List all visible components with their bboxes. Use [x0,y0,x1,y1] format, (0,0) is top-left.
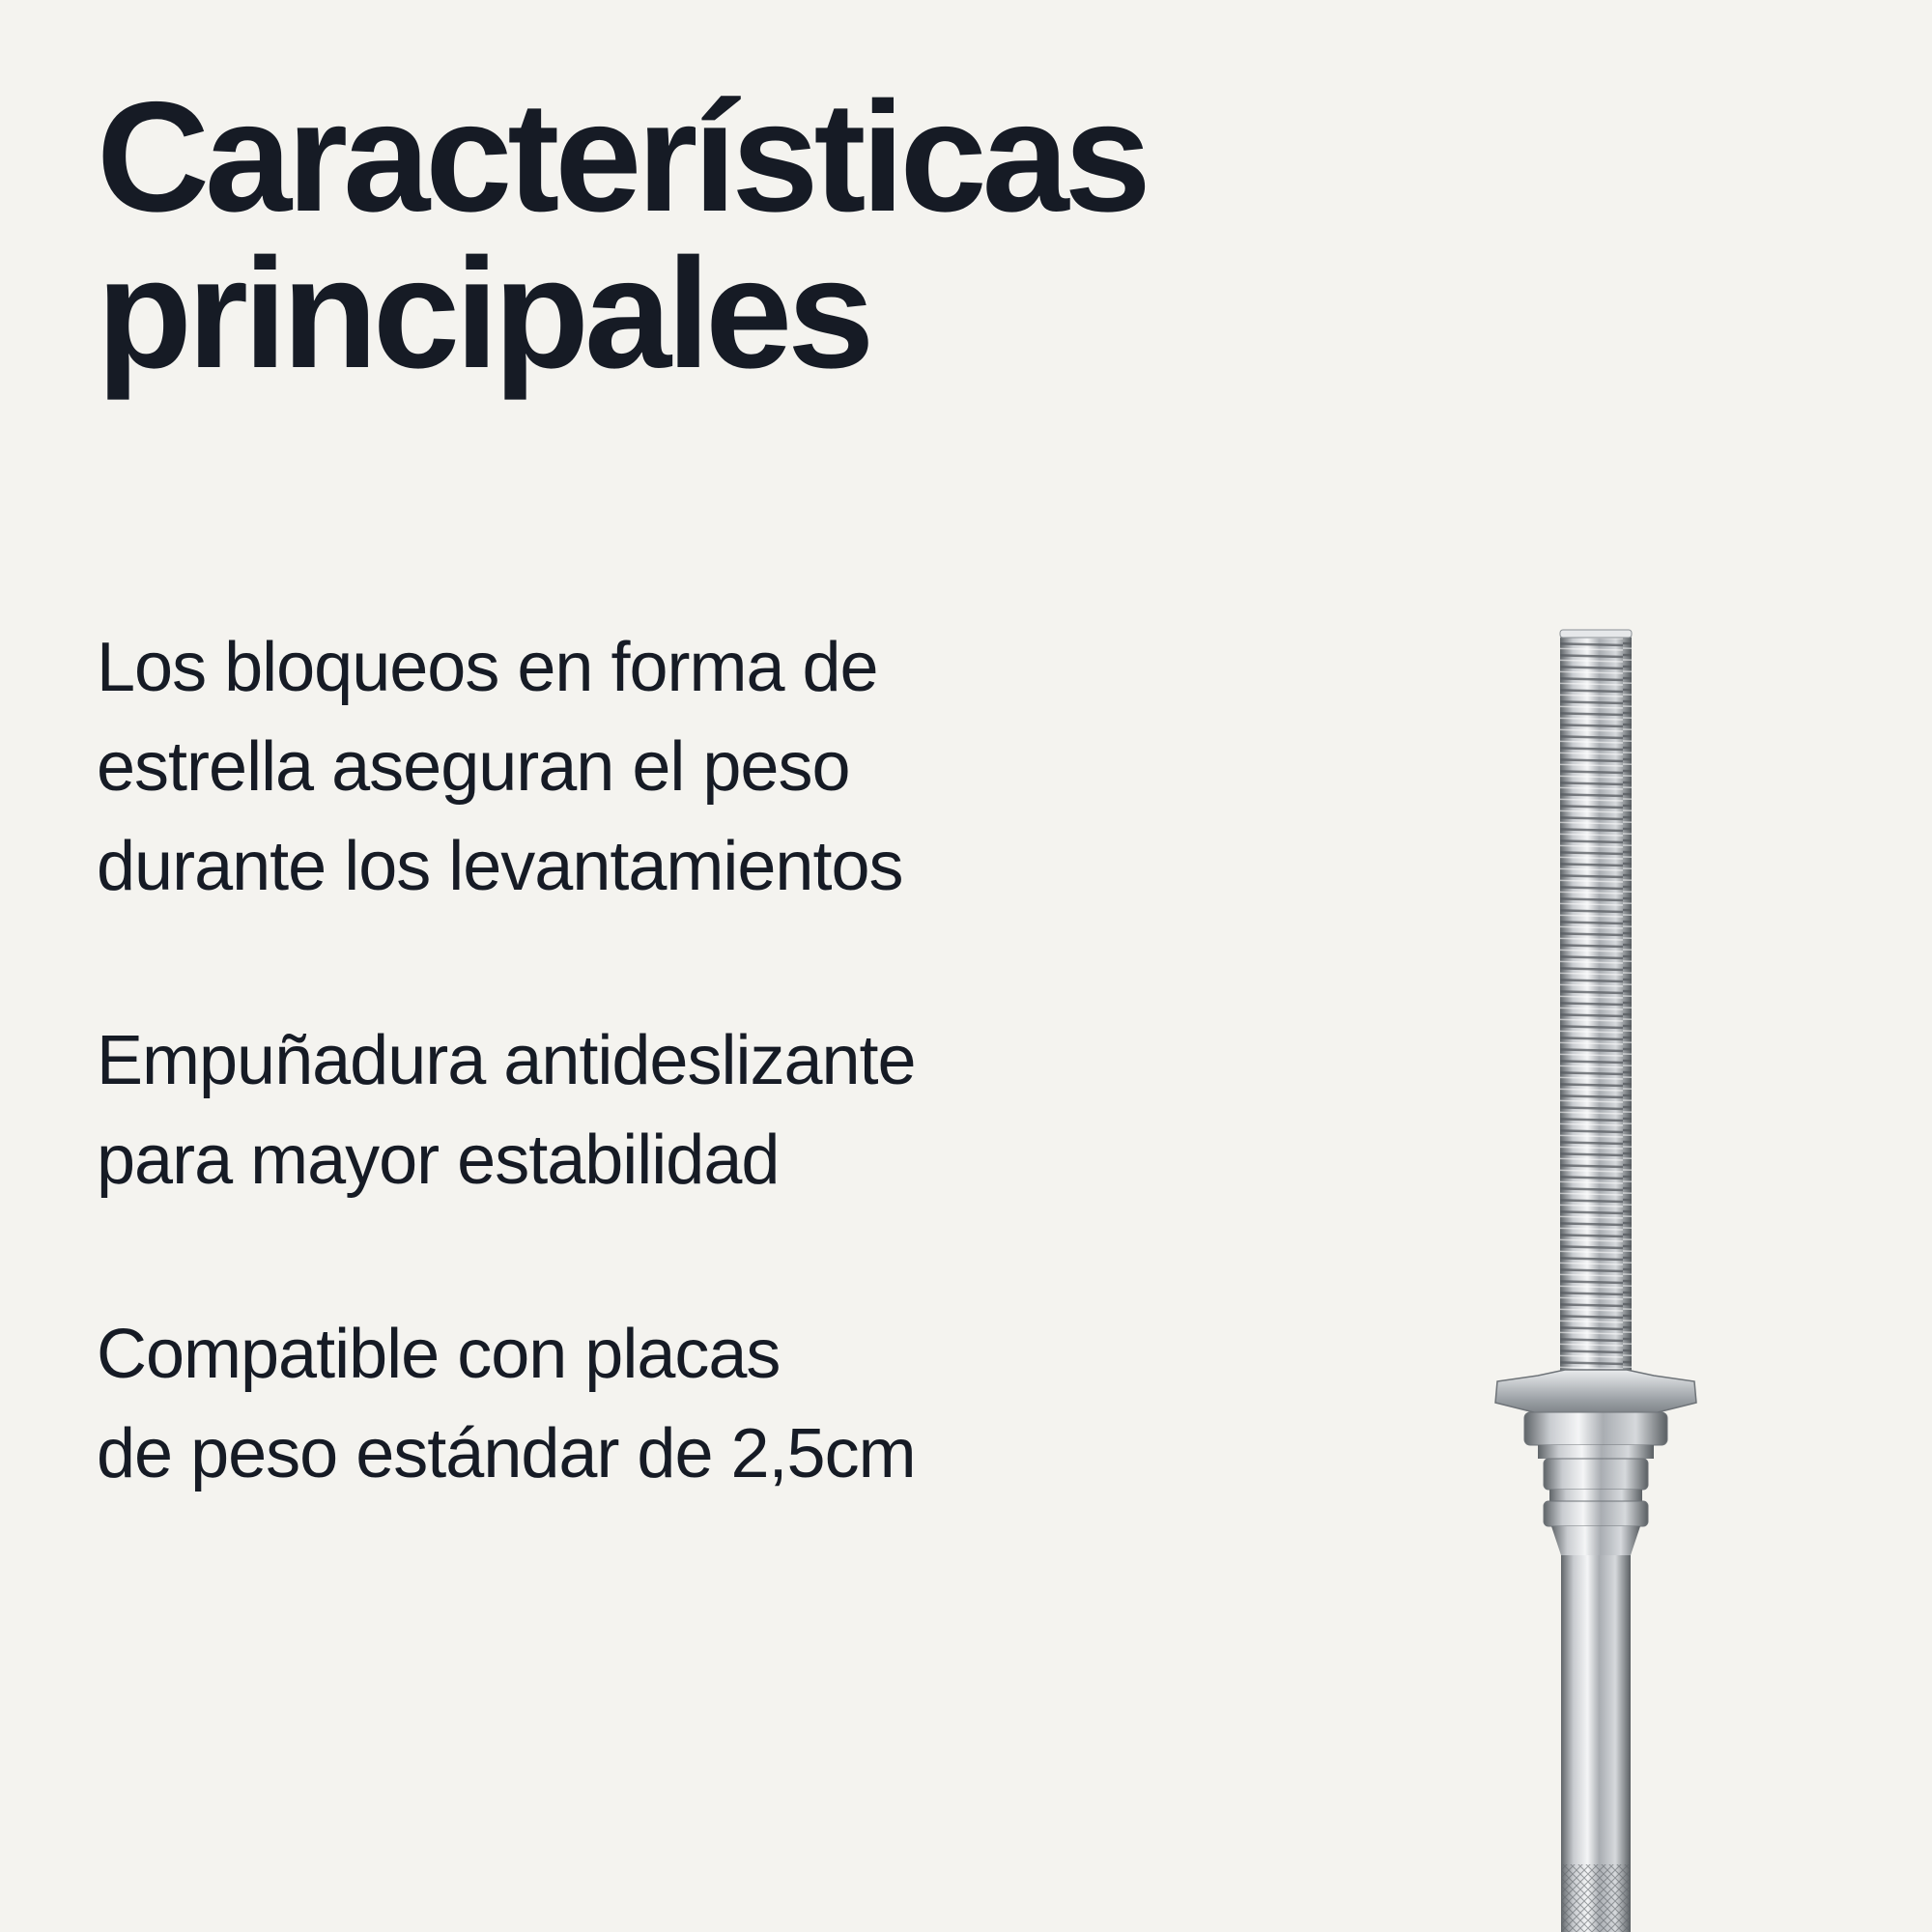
feature-line: Empuñadura antideslizante [97,1022,916,1099]
feature-line: Compatible con placas [97,1316,781,1393]
feature-line: estrella aseguran el peso [97,728,850,806]
feature-line: de peso estándar de 2,5cm [97,1415,916,1492]
bar-sleeve [1561,1555,1631,1864]
feature-line: Los bloqueos en forma de [97,629,878,706]
collar-ring [1544,1459,1648,1490]
page-title [97,70,1147,401]
feature-line: para mayor estabilidad [97,1122,780,1199]
dumbbell-bar-icon [1468,618,1700,1932]
feature-star-locks [97,618,1140,917]
feature-list [97,618,1140,1599]
feature-line: durante los levantamientos [97,828,903,905]
feature-plate-compatibility [97,1305,1140,1504]
page-title-line-2: principales [97,226,870,401]
feature-anti-slip-grip [97,1011,1140,1210]
page-title-line-1: Características [97,70,1147,244]
